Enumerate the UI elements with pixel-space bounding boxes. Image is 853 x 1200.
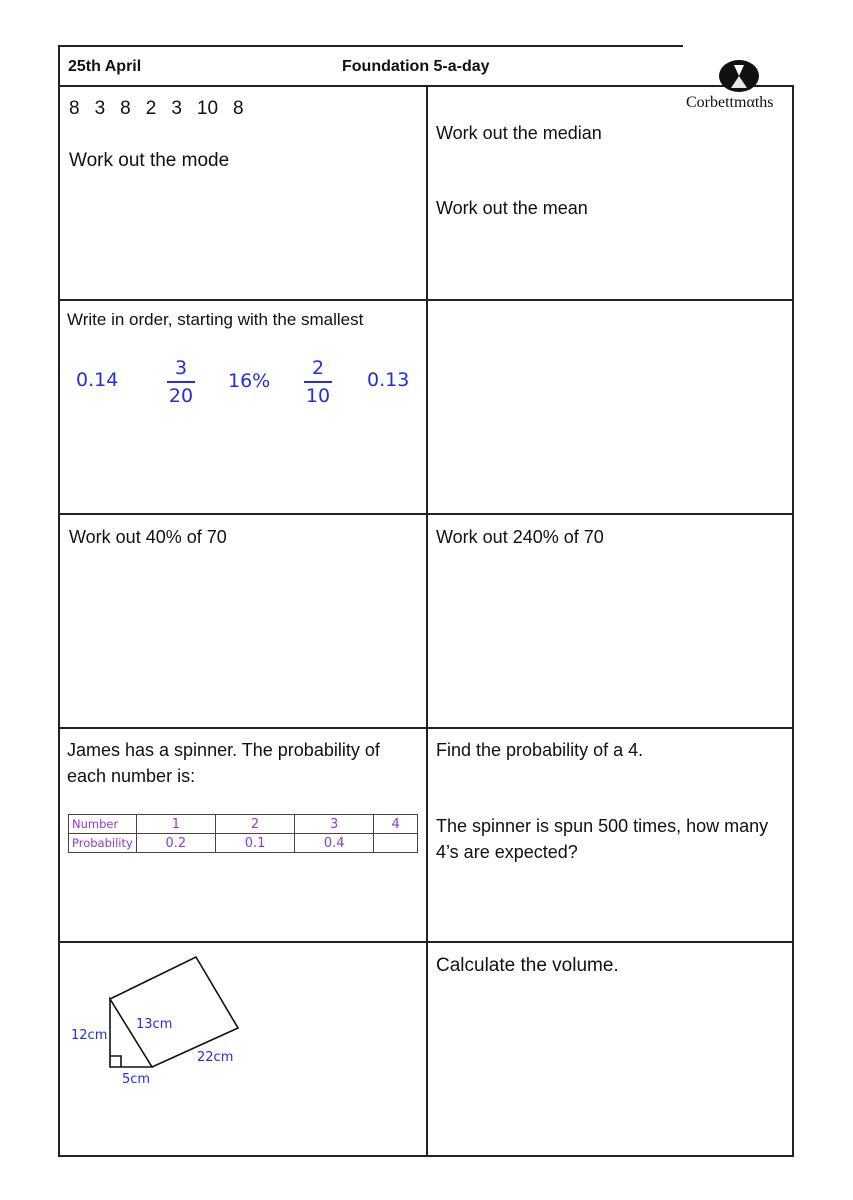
row-divider xyxy=(60,727,792,729)
table-cell: 0.1 xyxy=(215,834,294,853)
date: 25th April xyxy=(68,58,142,75)
table-cell: 4 xyxy=(374,815,418,834)
expected-prompt: The spinner is spun 500 times, how many 4’s are expected? xyxy=(436,816,769,862)
number: 10 xyxy=(196,98,219,119)
number: 3 xyxy=(94,98,106,119)
numerator: 3 xyxy=(174,357,188,379)
number: 3 xyxy=(171,98,182,119)
median-prompt: Work out the median xyxy=(436,123,602,143)
triangular-prism-diagram xyxy=(60,942,426,1156)
data-numbers xyxy=(69,98,259,120)
fraction xyxy=(167,357,195,407)
order-prompt: Write in order, starting with the smallest xyxy=(67,310,364,329)
number: 8 xyxy=(233,98,244,119)
row-divider xyxy=(60,513,792,515)
length-label: 22cm xyxy=(197,1050,234,1065)
brand-name: Corbettmαths xyxy=(686,94,774,111)
value-decimal: 0.13 xyxy=(367,369,410,391)
row-divider xyxy=(60,299,792,301)
value-percent: 16% xyxy=(228,370,271,392)
percent-question: Work out 40% of 70 xyxy=(69,527,227,547)
numerator: 2 xyxy=(311,357,325,379)
fraction xyxy=(304,357,332,407)
table-cell xyxy=(374,834,418,853)
table-cell: 0.2 xyxy=(136,834,215,853)
value-decimal: 0.14 xyxy=(76,369,119,391)
number: 8 xyxy=(69,98,80,119)
table-row-label: Number xyxy=(69,815,137,834)
number: 2 xyxy=(145,98,157,119)
number: 8 xyxy=(120,98,131,119)
spinner-intro: James has a spinner. The probability of each number is: xyxy=(67,740,380,786)
hypotenuse-label: 13cm xyxy=(136,1017,173,1032)
base-label: 5cm xyxy=(122,1072,151,1087)
mode-prompt: Work out the mode xyxy=(69,150,230,171)
worksheet xyxy=(58,45,794,1157)
table-row-label: Probability xyxy=(69,834,137,853)
table-cell: 0.4 xyxy=(295,834,374,853)
table-cell: 2 xyxy=(215,815,294,834)
probability-table xyxy=(68,814,418,853)
volume-prompt: Calculate the volume. xyxy=(436,955,619,976)
denominator: 20 xyxy=(168,385,194,407)
height-label: 12cm xyxy=(71,1028,108,1043)
table-cell: 1 xyxy=(136,815,215,834)
table-cell: 3 xyxy=(295,815,374,834)
percent-question: Work out 240% of 70 xyxy=(436,527,604,547)
page-title: Foundation 5-a-day xyxy=(342,58,490,75)
find-probability-prompt: Find the probability of a 4. xyxy=(436,740,644,760)
mean-prompt: Work out the mean xyxy=(436,198,588,218)
corbettmaths-logo-icon xyxy=(718,59,760,93)
denominator: 10 xyxy=(305,385,331,407)
column-divider xyxy=(426,87,428,1157)
